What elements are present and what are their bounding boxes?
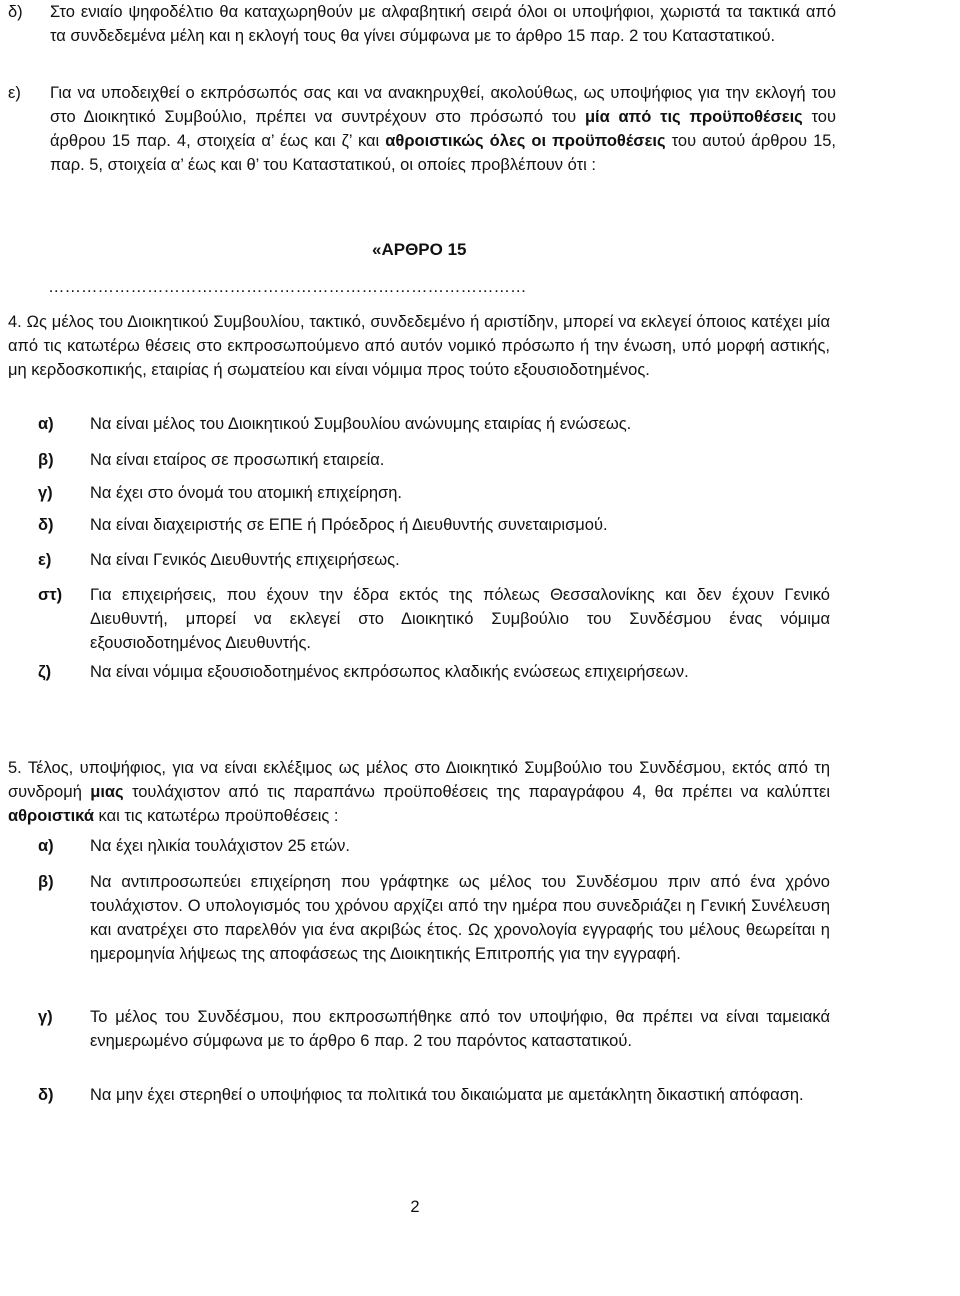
paragraph-4-item-label: γ) [38, 484, 53, 502]
paragraph-5-item-label: δ) [38, 1086, 54, 1104]
clause-epsilon [8, 81, 838, 177]
paragraph-4-item-label: α) [38, 415, 54, 433]
paragraph-5-item-label: γ) [38, 1008, 53, 1026]
paragraph-4-item-label: β) [38, 451, 54, 469]
paragraph-4-item [38, 548, 830, 572]
paragraph-5-item [38, 1083, 830, 1107]
paragraph-5-part3: και τις κατωτέρω προϋποθέσεις : [93, 807, 339, 825]
paragraph-4-item-text: Να είναι μέλος του Διοικητικού Συμβουλίου ανώνυμης εταιρίας ή ενώσεως. [90, 415, 632, 433]
page-number: 2 [410, 1198, 420, 1216]
paragraph-4-item-text: Να είναι νόμιμα εξουσιοδοτημένος εκπρόσωπος κλαδικής ενώσεως επιχειρήσεων. [90, 663, 689, 681]
paragraph-5-item [38, 834, 830, 858]
paragraph-5-item-label: β) [38, 873, 54, 891]
clause-epsilon-text [50, 81, 836, 177]
paragraph-5-item [38, 870, 830, 966]
clause-delta-text: Στο ενιαίο ψηφοδέλτιο θα καταχωρηθούν με αλφαβητική σειρά όλοι οι υποψήφιοι, χωριστά τα τακτικά από τα συνδεδεμένα μέλη και η εκλογή τους θα γίνει σύμφωνα με το άρθρο 15 παρ. 2 του Καταστατικού. [50, 3, 836, 45]
clause-epsilon-text-part2: του άρθρου 15 παρ. 4, στοιχεία α’ έως και ζ’ και [50, 108, 836, 150]
clause-epsilon-text-part3: του αυτού άρθρου 15, παρ. 5, στοιχεία α’ έως και θ’ του Καταστατικού, οι οποίες προβλέπουν ότι : [50, 132, 837, 174]
paragraph-4-item-label: ε) [38, 551, 52, 569]
paragraph-5-item [38, 1005, 830, 1053]
paragraph-4-item-text: Να έχει στο όνομά του ατομική επιχείρηση. [90, 484, 402, 502]
paragraph-4-item [38, 412, 830, 436]
paragraph-4-item-text: Να είναι εταίρος σε προσωπική εταιρεία. [90, 451, 385, 469]
paragraph-4: 4. Ως μέλος του Διοικητικού Συμβουλίου, τακτικό, συνδεδεμένο ή αριστίδην, μπορεί να εκλεγεί όποιος κατέχει μία από τις κατωτέρω θέσεις στο εκπροσωπούμενο από αυτόν νομικό πρόσωπο ή την ένωση, υπό μορφή αστικής, μη κερδοσκοπικής, εταιρίας ή σωματείου και είναι νόμιμα προς τούτο εξουσιοδοτημένος. [8, 313, 830, 379]
paragraph-4-item [38, 513, 830, 537]
article-title: «ΑΡΘΡΟ 15 [372, 240, 467, 259]
paragraph-5-bold2: αθροιστικά [8, 807, 94, 825]
clause-epsilon-bold1: μία από τις προϋποθέσεις [584, 108, 803, 126]
paragraph-4-item-text: Να είναι Γενικός Διευθυντής επιχειρήσεως. [90, 551, 400, 569]
paragraph-4-item-text: Να είναι διαχειριστής σε ΕΠΕ ή Πρόεδρος ή Διευθυντής συνεταιρισμού. [90, 516, 608, 534]
paragraph-5-item-text: Το μέλος του Συνδέσμου, που εκπροσωπήθηκε από τον υποψήφιο, θα πρέπει να είναι ταμειακά ενημερωμένο σύμφωνα με το άρθρο 6 παρ. 2 του παρόντος καταστατικού. [90, 1008, 830, 1050]
clause-epsilon-text-part1: Για να υποδειχθεί ο εκπρόσωπός σας και να ανακηρυχθεί, ακολούθως, ως υποψήφιος για την εκλογή του στο Διοικητικό Συμβούλιο, πρέπει να συντρέχουν στο πρόσωπό του [50, 84, 836, 126]
paragraph-5-part1: 5. Τέλος, υποψήφιος, για να είναι εκλέξιμος ως μέλος στο Διοικητικό Συμβούλιο του Συνδέσμου, εκτός από τη συνδρομή [8, 759, 830, 801]
paragraph-4-item-label: στ) [38, 586, 63, 604]
paragraph-4-item-label: ζ) [38, 663, 52, 681]
clause-epsilon-label: ε) [8, 84, 21, 102]
clause-epsilon-bold2: αθροιστικώς όλες οι προϋποθέσεις [385, 132, 666, 150]
paragraph-5 [8, 756, 830, 828]
paragraph-5-item-text: Να αντιπροσωπεύει επιχείρηση που γράφτηκε ως μέλος του Συνδέσμου πριν από ένα χρόνο τουλάχιστον. Ο υπολογισμός του χρόνου αρχίζει από την ημέρα που συνεδριάζει η Γενική Συνέλευση και ανατρέχει στο παρελθόν για ένα ακριβώς έτος. Ως χρονολογία εγγραφής του μέλους θεωρείται η ημερομηνία λήψεως της αποφάσεως της Διοικητικής Επιτροπής για την εγγραφή. [90, 873, 830, 963]
paragraph-4-item [38, 481, 830, 505]
paragraph-5-bold1: μιας [90, 783, 124, 801]
paragraph-5-item-text: Να μην έχει στερηθεί ο υποψήφιος τα πολιτικά του δικαιώματα με αμετάκλητη δικαστική απόφαση. [90, 1086, 804, 1104]
paragraph-4-item [38, 660, 830, 684]
paragraph-5-item-label: α) [38, 837, 54, 855]
ellipsis-line: …………………………………………………………………………… [48, 278, 527, 296]
paragraph-4-item-label: δ) [38, 516, 54, 534]
paragraph-5-part2: τουλάχιστον από τις παραπάνω προϋποθέσεις της παραγράφου 4, θα πρέπει να καλύπτει [123, 783, 830, 801]
paragraph-4-item [38, 448, 830, 472]
clause-delta [8, 0, 838, 48]
paragraph-4-item-text: Για επιχειρήσεις, που έχουν την έδρα εκτός της πόλεως Θεσσαλονίκης και δεν έχουν Γενικό Διευθυντή, μπορεί να εκλεγεί στο Διοικητικό Συμβούλιο του Συνδέσμου ένας νόμιμα εξουσιοδοτημένος Διευθυντής. [90, 586, 830, 652]
paragraph-5-item-text: Να έχει ηλικία τουλάχιστον 25 ετών. [90, 837, 350, 855]
clause-delta-label: δ) [8, 3, 23, 21]
paragraph-4-item [38, 583, 830, 655]
